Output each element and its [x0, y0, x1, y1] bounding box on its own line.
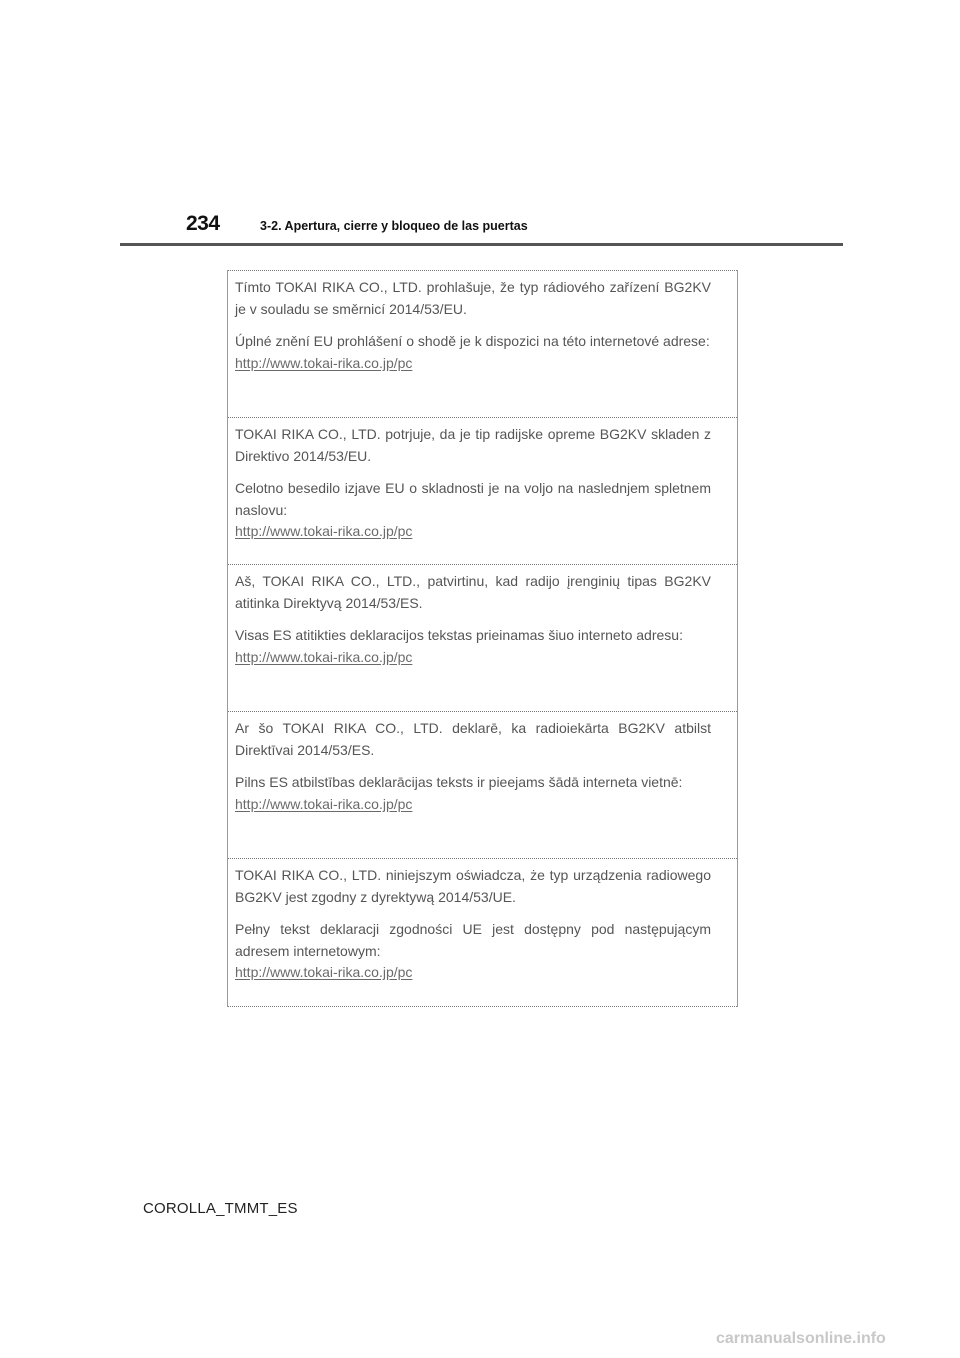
declaration-link[interactable]: http://www.tokai-rika.co.jp/pc [235, 354, 413, 371]
page-number: 234 [186, 212, 220, 235]
declaration-statement: Tímto TOKAI RIKA CO., LTD. prohlašuje, že typ rádiového zařízení BG2KV je v souladu se směrnicí 2014/53/EU. [235, 279, 711, 317]
section-title: 3-2. Apertura, cierre y bloqueo de las puertas [260, 219, 528, 233]
header-divider [120, 243, 843, 246]
declaration-statement: TOKAI RIKA CO., LTD. niniejszym oświadcza, że typ urządzenia radiowego BG2KV jest zgodny z dyrektywą 2014/53/UE. [235, 867, 711, 905]
availability-text: Celotno besedilo izjave EU o skladnosti je na voljo na naslednjem spletnem naslovu: [235, 480, 711, 518]
declaration-statement: Aš, TOKAI RIKA CO., LTD., patvirtinu, kad radijo įrenginių tipas BG2KV atitinka Direktyvą 2014/53/ES. [235, 573, 711, 611]
declaration-link[interactable]: http://www.tokai-rika.co.jp/pc [235, 795, 413, 812]
declaration-availability [235, 478, 711, 543]
declaration-link[interactable]: http://www.tokai-rika.co.jp/pc [235, 964, 413, 980]
declaration-block-lv [228, 711, 737, 858]
availability-text: Pełny tekst deklaracji zgodności UE jest dostępny pod następującym adresem internetowym: [235, 921, 711, 959]
site-watermark: carmanualsonline.info [716, 1330, 886, 1347]
declaration-link[interactable]: http://www.tokai-rika.co.jp/pc [235, 648, 413, 665]
declaration-statement: Ar šo TOKAI RIKA CO., LTD. deklarē, ka radioiekārta BG2KV atbilst Direktīvai 2014/53/ES. [235, 720, 711, 758]
declaration-availability [235, 625, 711, 668]
declaration-statement: TOKAI RIKA CO., LTD. potrjuje, da je tip radijske opreme BG2KV skladen z Direktivo 2014/53/EU. [235, 426, 711, 464]
availability-text: Visas ES atitikties deklaracijos tekstas prieinamas šiuo interneto adresu: [235, 627, 683, 643]
declaration-availability [235, 772, 711, 815]
document-code: COROLLA_TMMT_ES [143, 1200, 298, 1217]
availability-text: Pilns ES atbilstības deklarācijas teksts ir pieejams šādā interneta vietnē: [235, 774, 683, 790]
declaration-block-pl [228, 858, 737, 1007]
declaration-block-lt [228, 564, 737, 711]
declaration-block-sl [228, 417, 737, 564]
availability-text: Úplné znění EU prohlášení o shodě je k dispozici na této internetové adrese: [235, 333, 710, 349]
declaration-link[interactable]: http://www.tokai-rika.co.jp/pc [235, 523, 413, 539]
declaration-table [227, 270, 738, 1007]
page-header [186, 212, 846, 246]
declaration-block-cs [228, 270, 737, 417]
declaration-availability [235, 331, 711, 374]
declaration-availability [235, 919, 711, 984]
